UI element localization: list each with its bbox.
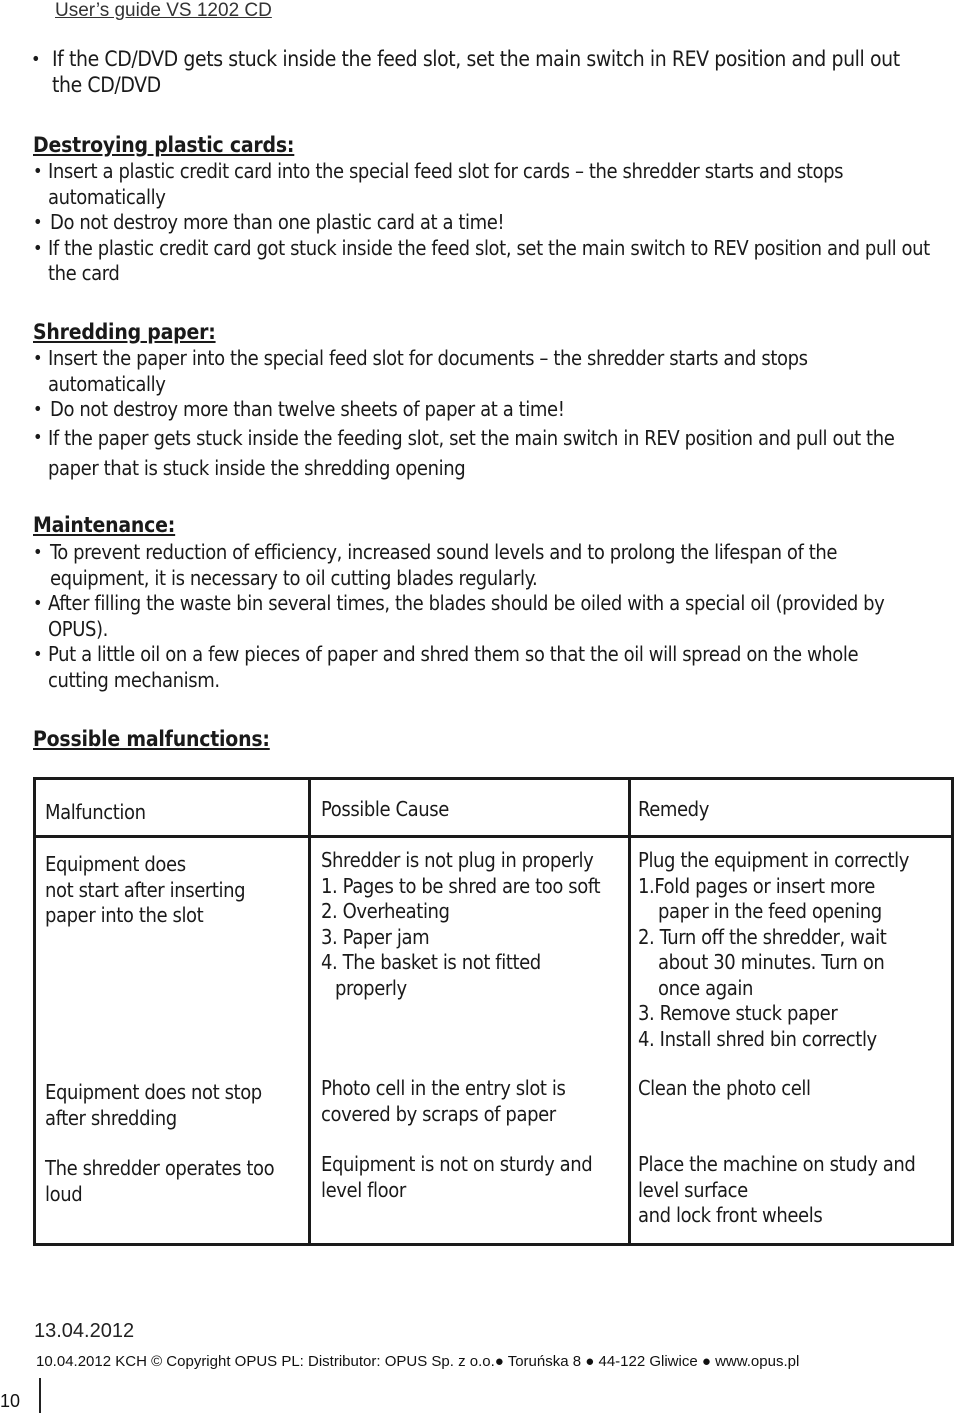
bullet-icon: • bbox=[33, 212, 43, 233]
row-divider bbox=[36, 835, 951, 838]
bullet-icon: • bbox=[33, 593, 43, 614]
list-item: • If the plastic credit card got stuck inside the feed slot, set the main switch to REV position and pull out the card bbox=[33, 235, 930, 285]
page-number: 10 bbox=[0, 1391, 21, 1411]
paper-list bbox=[0, 346, 960, 483]
list-item: • Do not destroy more than twelve sheets of paper at a time! bbox=[33, 397, 565, 421]
list-item: • Insert a plastic credit card into the special feed slot for cards – the shredder starts and stops automatically bbox=[33, 159, 844, 209]
table-row-1-cause: Shredder is not plug in properly 1. Pages to be shred are too soft 2. Overheating 3. Paper jam 4. The basket is not fitted properly bbox=[321, 848, 601, 1000]
table-row-2-remedy: Clean the photo cell bbox=[638, 1076, 811, 1100]
table-row-1-malfunction: Equipment does not start after inserting paper into the slot bbox=[45, 852, 246, 927]
column-divider bbox=[308, 780, 311, 1243]
bullet-icon: • bbox=[33, 426, 43, 448]
list-item: • To prevent reduction of efficiency, increased sound levels and to prolong the lifespan of the equipment, it is necessary to oil cutting blades regularly. bbox=[33, 540, 838, 590]
list-item: • After filling the waste bin several times, the blades should be oiled with a special oil (provided by OPUS). bbox=[33, 591, 885, 641]
page-number-rule bbox=[39, 1378, 41, 1413]
document-header: User’s guide VS 1202 CD bbox=[55, 0, 272, 21]
section-title-maintenance: Maintenance: bbox=[33, 513, 176, 537]
bullet-icon: • bbox=[33, 399, 43, 420]
list-item: • If the paper gets stuck inside the feeding slot, set the main switch in REV position and pull out the paper that is stuck inside the shredding opening bbox=[48, 423, 948, 483]
copyright-footer: 10.04.2012 KCH © Copyright OPUS PL: Distributor: OPUS Sp. z o.o.● Toruńska 8 ● 44-122 Gliwice ● www.opus.pl bbox=[36, 1353, 800, 1370]
intro-bullet bbox=[0, 47, 960, 98]
table-header-remedy: Remedy bbox=[638, 797, 709, 821]
table-row-2-cause: Photo cell in the entry slot is covered by scraps of paper bbox=[321, 1076, 566, 1126]
document-date: 13.04.2012 bbox=[34, 1320, 135, 1342]
section-title-paper: Shredding paper: bbox=[33, 320, 216, 344]
table-header-malfunction: Malfunction bbox=[45, 800, 146, 824]
cards-list bbox=[0, 159, 960, 287]
bullet-icon: • bbox=[33, 542, 43, 563]
column-divider bbox=[628, 780, 631, 1243]
list-item: • Put a little oil on a few pieces of paper and shred them so that the oil will spread on the whole cutting mechanism. bbox=[33, 642, 859, 692]
bullet-icon: • bbox=[33, 348, 43, 369]
bullet-icon: • bbox=[33, 644, 43, 665]
section-title-malfunctions: Possible malfunctions: bbox=[33, 727, 270, 751]
bullet-icon: • bbox=[31, 49, 41, 70]
list-item: • Insert the paper into the special feed slot for documents – the shredder starts and stops automatically bbox=[33, 346, 808, 396]
table-row-2-malfunction: Equipment does not stop after shredding bbox=[45, 1080, 262, 1130]
table-row-1-remedy: Plug the equipment in correctly 1.Fold pages or insert more paper in the feed opening 2. Turn off the shredder, wait about 30 minutes. Turn on once again 3. Remove stuck paper 4. Install shred bin correctly bbox=[638, 848, 910, 1051]
bullet-icon: • bbox=[33, 237, 43, 259]
bullet-icon: • bbox=[33, 161, 43, 182]
table-row-3-remedy: Place the machine on study and level surface and lock front wheels bbox=[638, 1152, 916, 1227]
table-row-3-malfunction: The shredder operates too loud bbox=[45, 1156, 275, 1206]
malfunctions-table bbox=[33, 777, 954, 1246]
table-row-3-cause: Equipment is not on sturdy and level floor bbox=[321, 1152, 593, 1202]
list-item: • Do not destroy more than one plastic card at a time! bbox=[33, 210, 505, 234]
section-title-cards: Destroying plastic cards: bbox=[33, 133, 295, 157]
maintenance-list bbox=[0, 540, 960, 693]
intro-text: If the CD/DVD gets stuck inside the feed slot, set the main switch in REV position and pull out the CD/DVD bbox=[52, 47, 900, 97]
table-header-cause: Possible Cause bbox=[321, 797, 449, 821]
